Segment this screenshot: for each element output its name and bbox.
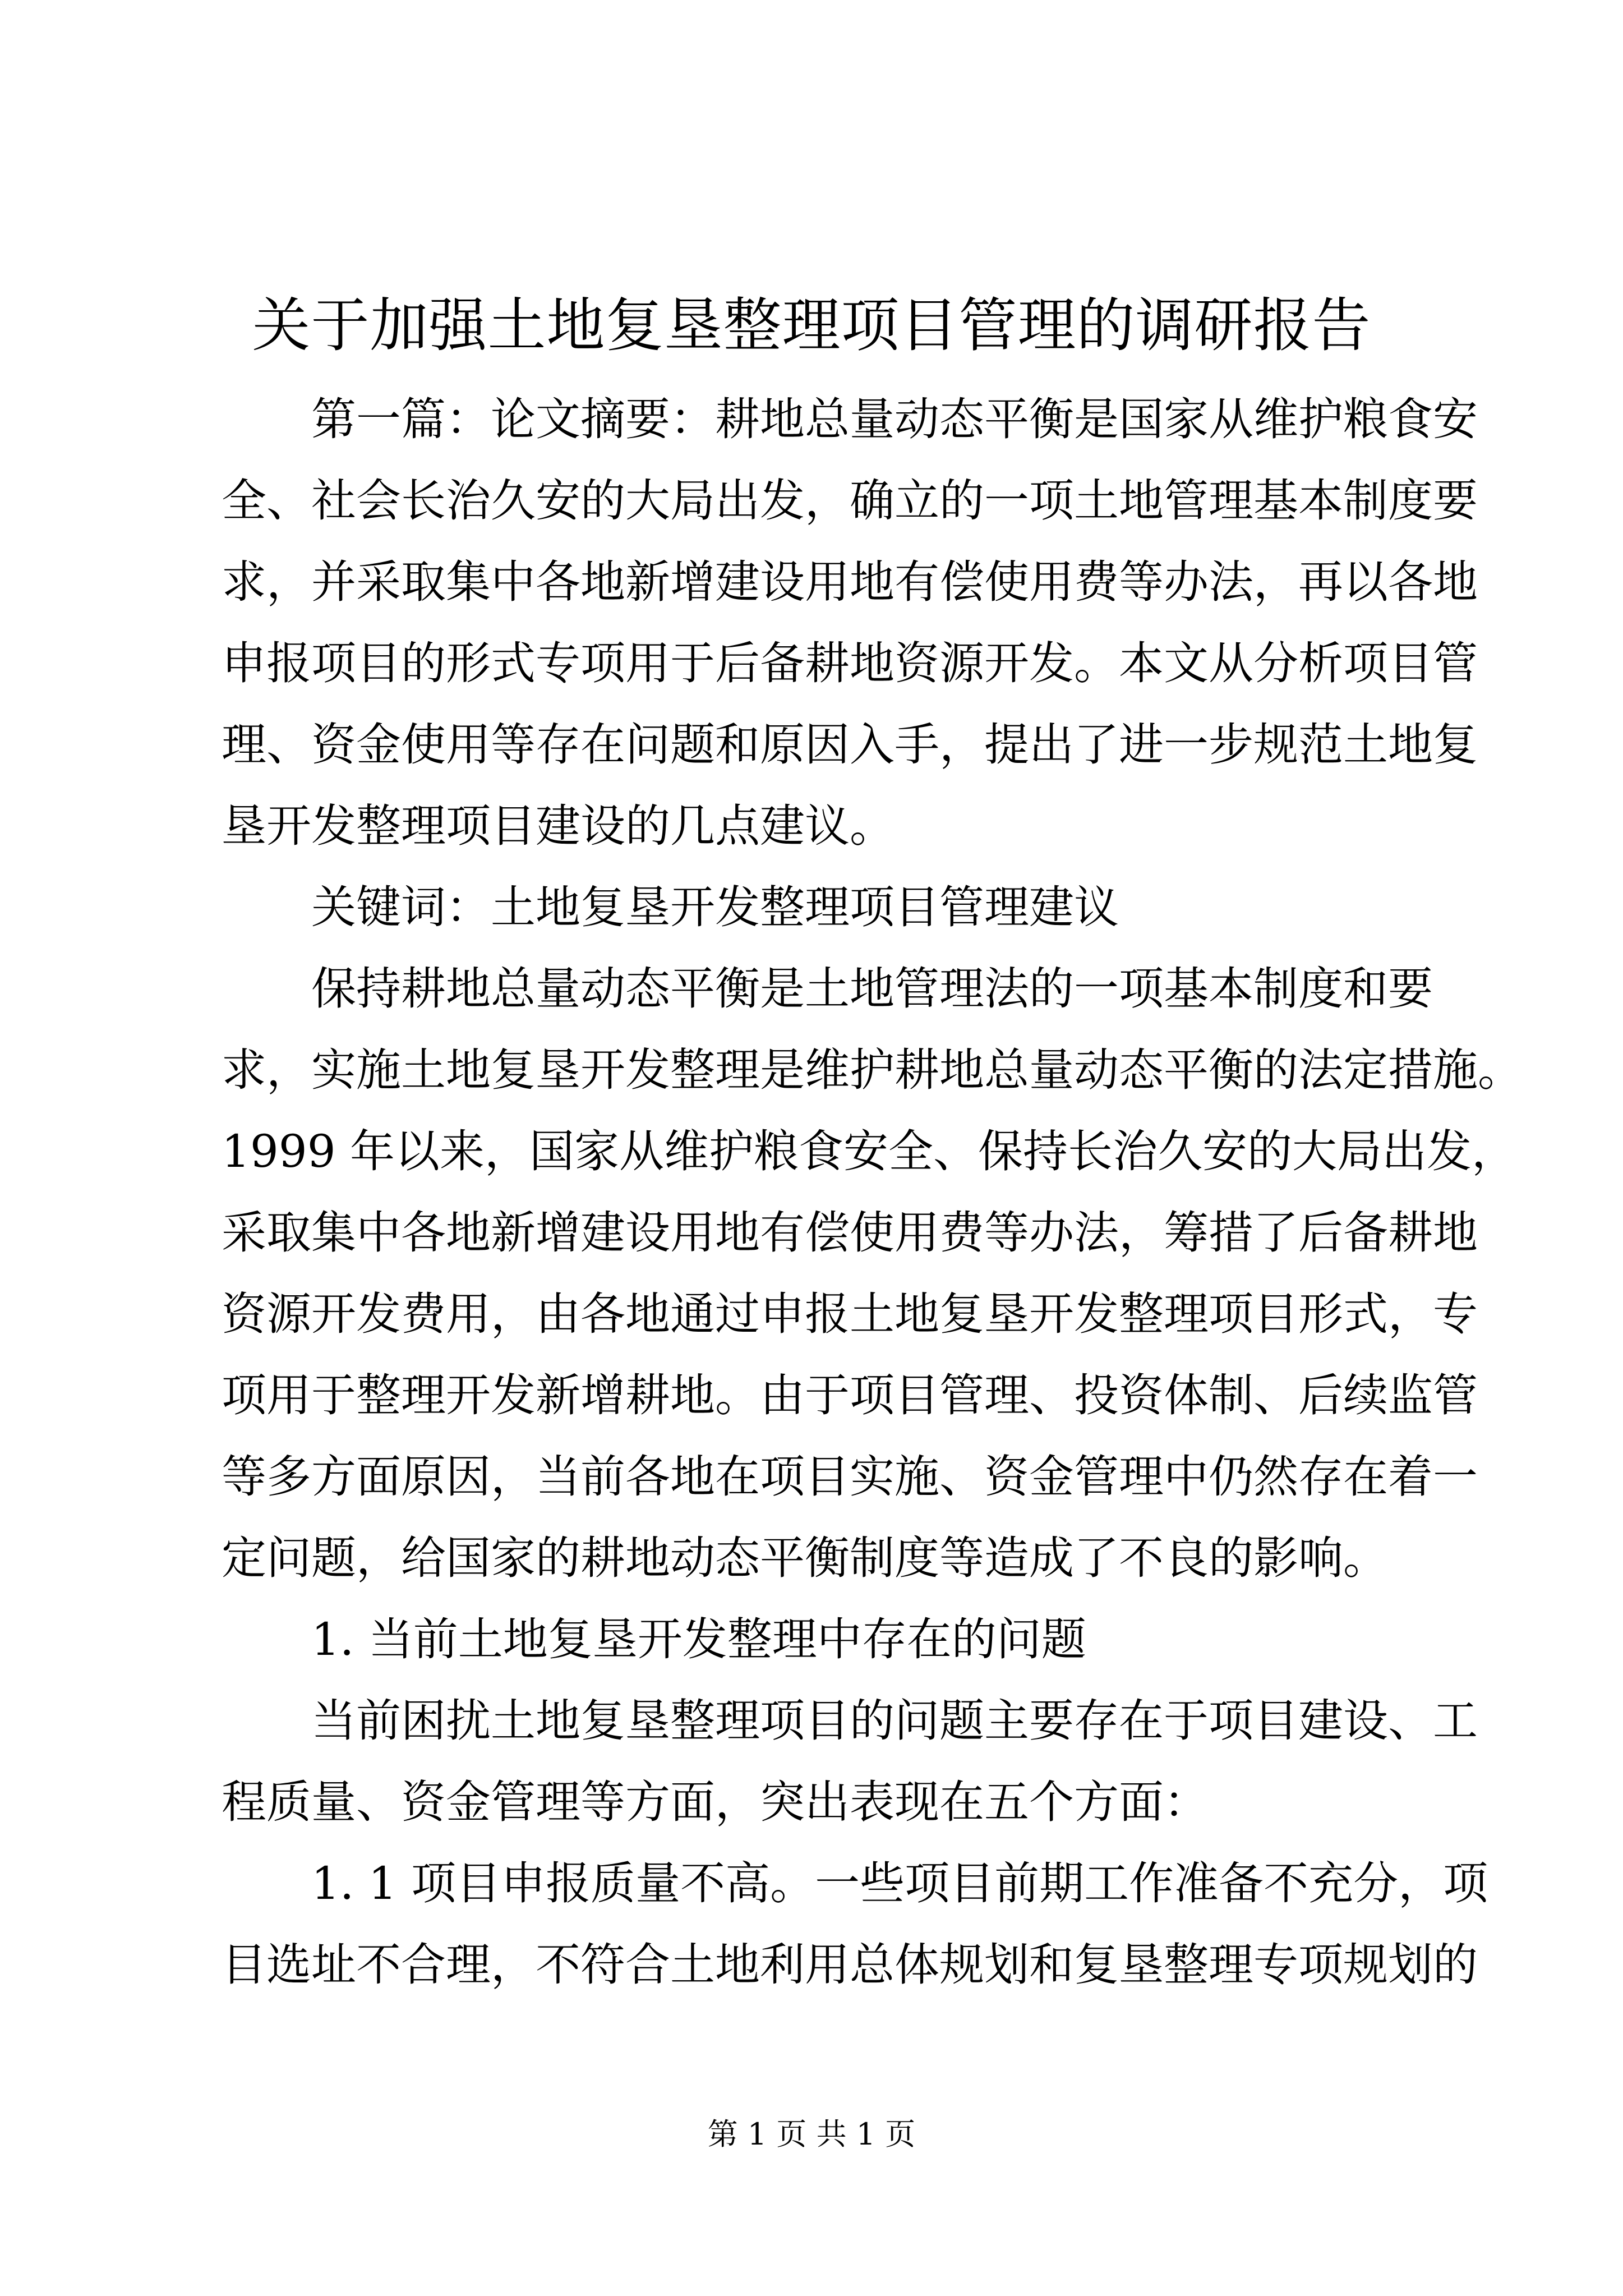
paragraph-line: 求，实施土地复垦开发整理是维护耕地总量动态平衡的法定措施。 xyxy=(222,1044,1523,1096)
abstract-line: 求，并采取集中各地新增建设用地有偿使用费等办法，再以各地 xyxy=(222,556,1478,608)
paragraph-line: 程质量、资金管理等方面，突出表现在五个方面： xyxy=(222,1776,1209,1828)
subsection-line: 1. 1 项目申报质量不高。一些项目前期工作准备不充分，项 xyxy=(311,1857,1488,1910)
paragraph-line: 定问题，给国家的耕地动态平衡制度等造成了不良的影响。 xyxy=(222,1532,1388,1584)
paragraph-line: 目选址不合理，不符合土地利用总体规划和复垦整理专项规划的 xyxy=(222,1939,1478,1991)
paragraph-line: 采取集中各地新增建设用地有偿使用费等办法，筹措了后备耕地 xyxy=(222,1207,1478,1259)
paragraph-line: 等多方面原因，当前各地在项目实施、资金管理中仍然存在着一 xyxy=(222,1451,1478,1503)
page-footer: 第 1 页 共 1 页 xyxy=(707,2116,916,2152)
keywords-line: 关键词：土地复垦开发整理项目管理建议 xyxy=(311,881,1119,933)
abstract-line: 全、社会长治久安的大局出发，确立的一项土地管理基本制度要 xyxy=(222,475,1478,527)
abstract-line: 垦开发整理项目建设的几点建议。 xyxy=(222,800,895,852)
paragraph-line: 保持耕地总量动态平衡是土地管理法的一项基本制度和要 xyxy=(311,963,1433,1015)
section-heading: 1. 当前土地复垦开发整理中存在的问题 xyxy=(311,1613,1086,1665)
abstract-line: 理、资金使用等存在问题和原因入手，提出了进一步规范土地复 xyxy=(222,719,1478,771)
abstract-line: 第一篇：论文摘要：耕地总量动态平衡是国家从维护粮食安 xyxy=(311,393,1478,445)
paragraph-line: 当前困扰土地复垦整理项目的问题主要存在于项目建设、工 xyxy=(311,1695,1478,1747)
paragraph-line: 资源开发费用，由各地通过申报土地复垦开发整理项目形式，专 xyxy=(222,1288,1478,1340)
document-title: 关于加强土地复垦整理项目管理的调研报告 xyxy=(252,291,1371,360)
abstract-line: 申报项目的形式专项用于后备耕地资源开发。本文从分析项目管 xyxy=(222,637,1478,689)
paragraph-line: 1999 年以来，国家从维护粮食安全、保持长治久安的大局出发， xyxy=(222,1125,1517,1177)
document-body xyxy=(222,379,1523,2005)
paragraph-line: 项用于整理开发新增耕地。由于项目管理、投资体制、后续监管 xyxy=(222,1369,1478,1421)
